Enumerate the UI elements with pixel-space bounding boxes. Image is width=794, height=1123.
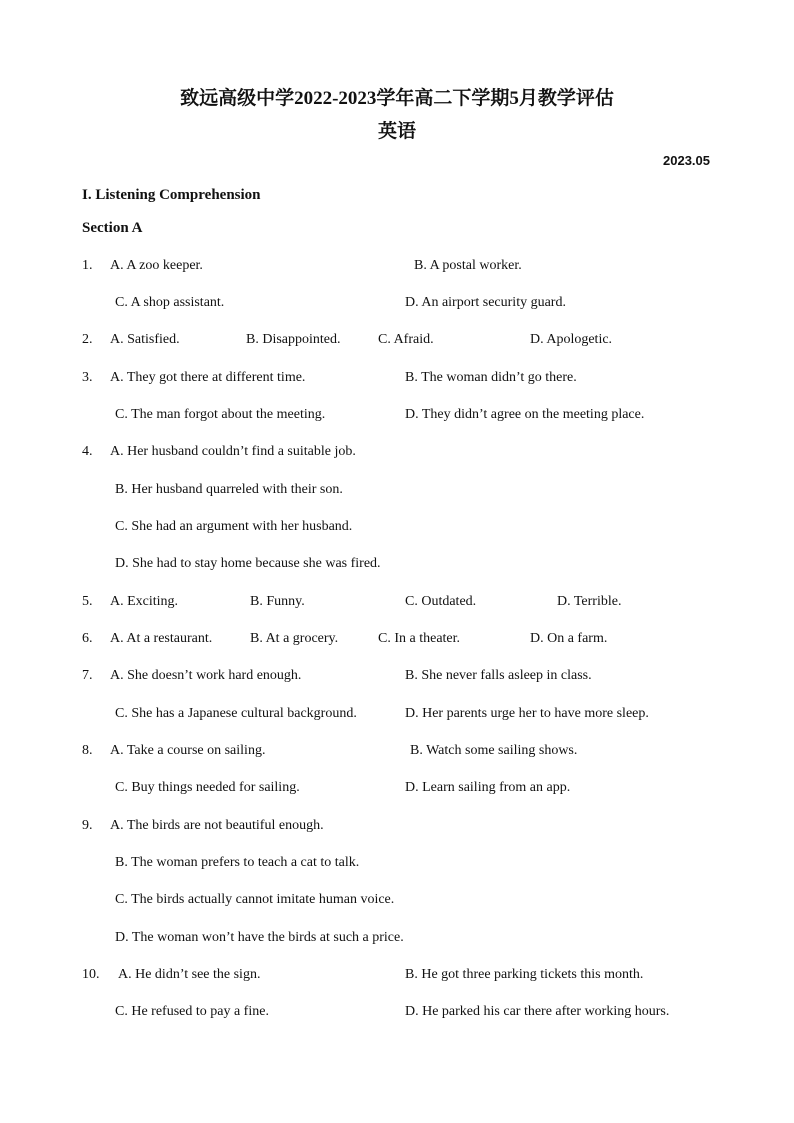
option-d: D. Terrible. [557, 594, 622, 609]
option-c: C. The birds actually cannot imitate human voice. [115, 892, 395, 907]
option-c: C. A shop assistant. [115, 295, 225, 310]
option-b: B. The woman prefers to teach a cat to talk. [115, 855, 360, 870]
question-number: 3. [82, 370, 93, 385]
option-a: A. Satisfied. [110, 332, 180, 347]
option-d: D. Apologetic. [530, 332, 613, 347]
option-d: D. Learn sailing from an app. [405, 780, 571, 795]
option-c: C. Outdated. [405, 594, 477, 609]
option-c: C. She has a Japanese cultural background. [115, 706, 357, 721]
question-number: 5. [82, 594, 93, 609]
option-a: A. He didn’t see the sign. [118, 967, 261, 982]
question-number: 1. [82, 258, 93, 273]
option-c: C. She had an argument with her husband. [115, 519, 353, 534]
option-b: B. Watch some sailing shows. [410, 743, 578, 758]
option-c: C. Buy things needed for sailing. [115, 780, 300, 795]
option-b: B. The woman didn’t go there. [405, 370, 577, 385]
option-a: A. She doesn’t work hard enough. [110, 668, 302, 683]
option-d: D. Her parents urge her to have more sleep. [405, 706, 649, 721]
option-a: A. Take a course on sailing. [110, 743, 266, 758]
option-b: B. Funny. [250, 594, 305, 609]
question-number: 4. [82, 444, 93, 459]
option-c: C. In a theater. [378, 631, 461, 646]
option-a: A. A zoo keeper. [110, 258, 203, 273]
option-a: A. At a restaurant. [110, 631, 213, 646]
subject-title: 英语 [377, 121, 416, 142]
option-d: D. He parked his car there after working hours. [405, 1004, 670, 1019]
option-a: A. Her husband couldn’t find a suitable job. [110, 444, 356, 459]
section-heading: Section A [82, 220, 143, 236]
option-d: D. She had to stay home because she was fired. [115, 556, 381, 571]
question-number: 7. [82, 668, 93, 683]
question-number: 6. [82, 631, 93, 646]
exam-title: 致远高级中学2022-2023学年高二下学期5月教学评估 [180, 88, 614, 109]
option-b: B. He got three parking tickets this month. [405, 967, 644, 982]
question-number: 2. [82, 332, 93, 347]
option-d: D. On a farm. [530, 631, 608, 646]
question-number: 10. [82, 967, 100, 982]
option-b: B. A postal worker. [414, 258, 522, 273]
option-c: C. He refused to pay a fine. [115, 1004, 269, 1019]
option-c: C. The man forgot about the meeting. [115, 407, 326, 422]
option-b: B. At a grocery. [250, 631, 339, 646]
option-b: B. Disappointed. [246, 332, 341, 347]
option-d: D. The woman won’t have the birds at such a price. [115, 930, 404, 945]
option-d: D. They didn’t agree on the meeting place. [405, 407, 645, 422]
question-number: 9. [82, 818, 93, 833]
question-number: 8. [82, 743, 93, 758]
option-d: D. An airport security guard. [405, 295, 566, 310]
option-b: B. She never falls asleep in class. [405, 668, 592, 683]
part-heading: I. Listening Comprehension [82, 187, 261, 203]
option-b: B. Her husband quarreled with their son. [115, 482, 343, 497]
exam-date: 2023.05 [663, 153, 710, 168]
option-a: A. The birds are not beautiful enough. [110, 818, 324, 833]
option-c: C. Afraid. [378, 332, 434, 347]
option-a: A. They got there at different time. [110, 370, 306, 385]
option-a: A. Exciting. [110, 594, 179, 609]
